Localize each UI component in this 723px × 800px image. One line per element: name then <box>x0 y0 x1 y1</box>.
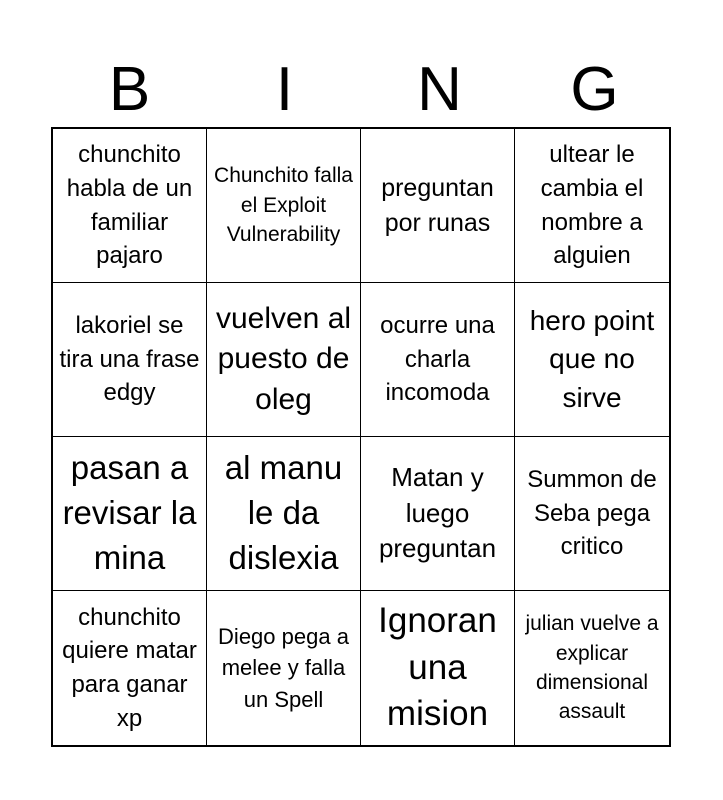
bingo-cell[interactable] <box>53 591 207 745</box>
bingo-cell[interactable] <box>515 283 669 437</box>
bingo-cell[interactable] <box>361 591 515 745</box>
bingo-cell[interactable] <box>515 129 669 283</box>
bingo-cell[interactable] <box>207 591 361 745</box>
cell-text: Summon de Seba pega critico <box>527 466 657 561</box>
cell-text: julian vuelve a explicar dimensional assault <box>525 612 659 724</box>
bingo-cell[interactable] <box>361 437 515 591</box>
cell-text: ocurre una charla incomoda <box>380 312 495 407</box>
cell-text: chunchito habla de un familiar pajaro <box>66 141 193 270</box>
bingo-cell[interactable] <box>207 129 361 283</box>
bingo-board <box>51 127 671 747</box>
cell-text: ultear le cambia el nombre a alguien <box>540 141 644 270</box>
cell-text: Ignoran una mision <box>378 600 497 734</box>
cell-text: pasan a revisar la mina <box>62 449 197 576</box>
cell-text: preguntan por runas <box>381 174 494 237</box>
bingo-cell[interactable] <box>515 591 669 745</box>
bingo-cell[interactable] <box>361 129 515 283</box>
bingo-cell[interactable] <box>361 283 515 437</box>
bingo-header <box>52 52 672 128</box>
cell-text: Diego pega a melee y falla un Spell <box>218 624 349 712</box>
header-letter-b: B <box>108 55 151 124</box>
bingo-cell[interactable] <box>515 437 669 591</box>
bingo-cell[interactable] <box>53 283 207 437</box>
header-letter-n: N <box>417 55 462 124</box>
bingo-cell[interactable] <box>53 129 207 283</box>
cell-text: Matan y luego preguntan <box>378 461 497 564</box>
cell-text: al manu le da dislexia <box>224 449 343 576</box>
header-letter-g: G <box>570 55 619 124</box>
cell-text: vuelven al puesto de oleg <box>215 301 352 416</box>
bingo-cell[interactable] <box>53 437 207 591</box>
cell-text: lakoriel se tira una frase edgy <box>59 312 200 407</box>
cell-text: Chunchito falla el Exploit Vulnerability <box>214 164 353 247</box>
cell-text: chunchito quiere matar para ganar xp <box>62 603 197 732</box>
bingo-cell[interactable] <box>207 283 361 437</box>
header-letter-i: I <box>275 55 294 124</box>
cell-text: hero point que no sirve <box>529 304 655 413</box>
bingo-cell[interactable] <box>207 437 361 591</box>
